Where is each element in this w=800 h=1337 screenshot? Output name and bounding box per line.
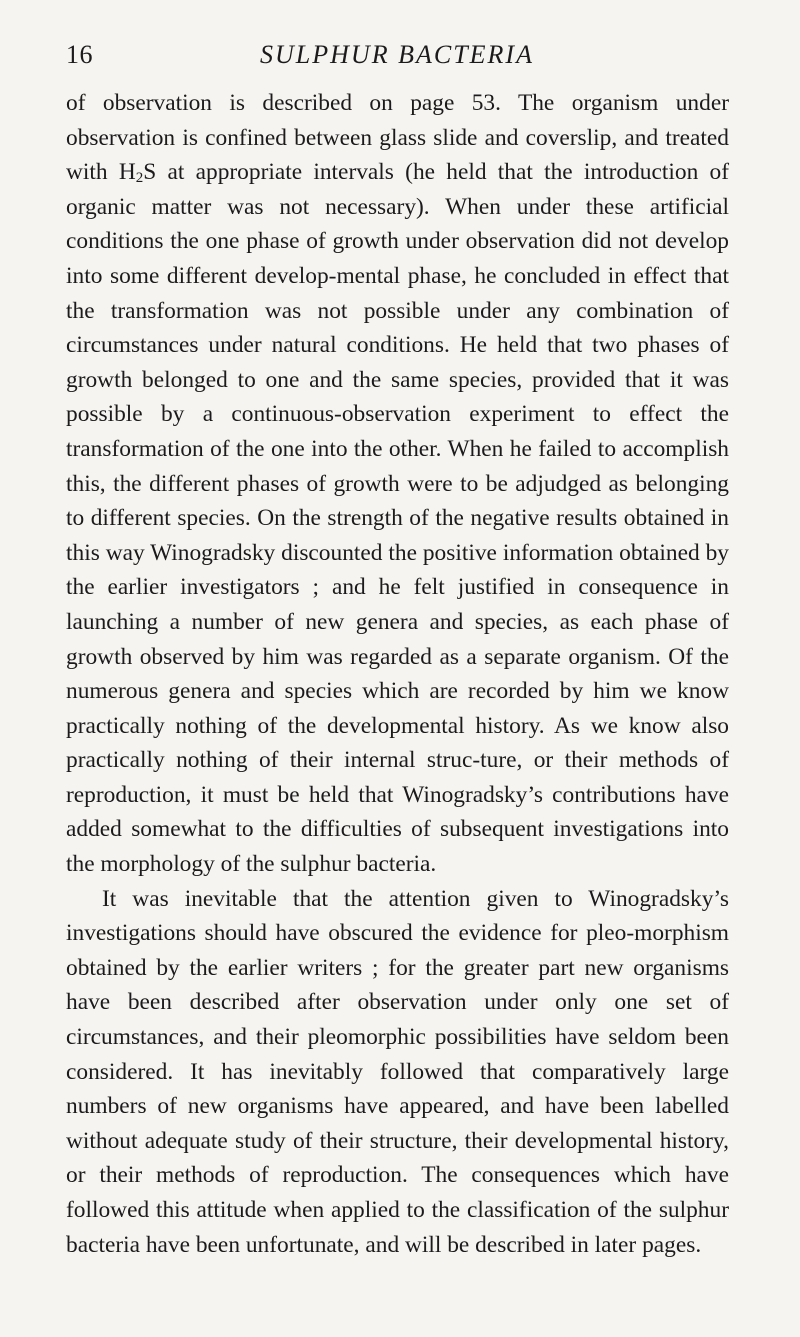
page-header [66, 40, 728, 74]
subscript-two: 2 [135, 170, 144, 187]
paragraph-text: S at appropriate intervals (he held that the introduction of organic matter was not necessary). When under these artificial conditions the one phase of growth under observation did not develop into some different develop-mental phase, he concluded in effect that the transformation was not possible under any combination of circumstances under natural conditions. He held that two phases of growth belonged to one and the same species, provided that it was possible by a continuous-observation experiment to effect the transformation of the one into the other. When he failed to accomplish this, the different phases of growth were to be adjudged as belonging to different species. On the strength of the negative results obtained in this way Winogradsky discounted the positive information obtained by the earlier investigators ; and he felt justified in consequence in launching a number of new genera and species, as each phase of growth observed by him was regarded as a separate organism. Of the numerous genera and species which are recorded by him we know practically nothing of the developmental history. As we know also practically nothing of their internal struc-ture, or their methods of reproduction, it must be held that Winogradsky’s contributions have added somewhat to the difficulties of subsequent investigations into the morphology of the sulphur bacteria. [66, 159, 729, 878]
running-head: SULPHUR BACTERIA [260, 40, 534, 69]
page-number: 16 [66, 40, 93, 69]
body-text [66, 86, 729, 1262]
paragraph-continued [66, 86, 729, 882]
paragraph: It was inevitable that the attention given to Winogradsky’s investigations should have obscured the evidence for pleo-morphism obtained by the earlier writers ; for the greater part new organisms have been described after observation under only one set of circumstances, and their pleomorphic possibilities have seldom been considered. It has inevitably followed that comparatively large numbers of new organisms have appeared, and have been labelled without adequate study of their structure, their developmental history, or their methods of reproduction. The consequences which have followed this attitude when applied to the classification of the sulphur bacteria have been unfortunate, and will be described in later pages. [66, 885, 729, 1258]
paragraph-text: of observation is described on page 53. The organism under observation is confined between glass slide and coverslip, and treated with H [66, 90, 729, 186]
